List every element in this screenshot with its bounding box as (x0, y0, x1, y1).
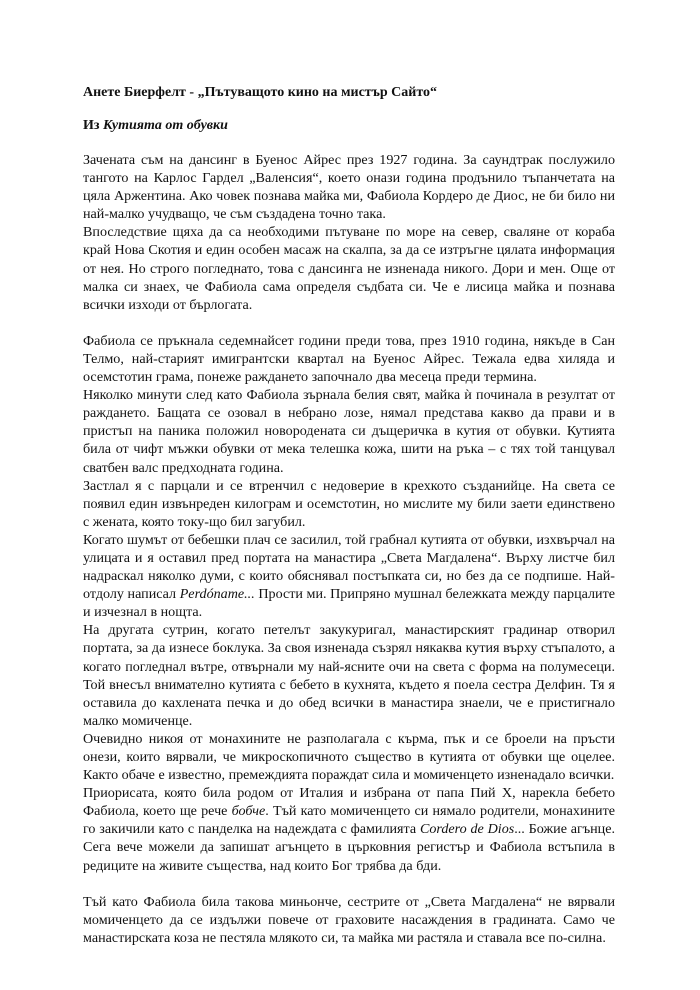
paragraph-p10 (83, 893, 615, 947)
paragraph-text: Зачената съм на дансинг в Буенос Айрес през 1927 година. За саундтрак послужило тангото на Карлос Гардел „Валенсия“, което онази година продънило тъпанчетата на цяла Аржентина. Ако човек познава майка ми, Фабиола Кордеро де Диос, не би било ни най-малко учудващо, че съм създадена точно така. (83, 152, 615, 223)
paragraph-text: Застлал я с парцали и се втренчил с недоверие в крехкото създанийце. На света се появил един извънреден килограм и осемстотин, но мислите му били заети единствено с жената, която току-що бил загубил. (83, 477, 615, 530)
body-text (83, 151, 615, 947)
document-title: Анете Биерфелт - „Пътуващото кино на мистър Сайто“ (83, 85, 438, 100)
paragraph-text: Тъй като Фабиола била такова миньонче, сестрите от „Света Магдалена“ не вярвали момиченцето да се издължи повече от граховите насаждения в градината. Само че манастирската коза не пестяла млякото си, та майка ми растяла и ставала все по-силна. (83, 893, 615, 946)
paragraph-p6 (83, 531, 615, 621)
paragraph-text: Когато шумът от бебешки плач се засилил, той грабнал кутията от обувки, изхвърчал на улицата и я оставил пред портата на манастира „Света Магдалена“. Върху листче бил надраскал няколко думи, с които обяснявал постъпката си, но без да се подпише. Най-отдолу написал (83, 531, 615, 603)
italic-text: Cordero de Dios (419, 821, 515, 838)
paragraph-text: . Тъй като момиченцето си нямало родители, монахините го закичили като с панделка на надеждата с фамилията (83, 803, 615, 838)
paragraph-p1 (83, 151, 615, 223)
paragraph-text: Прости ми. Припряно мушнал бележката между парцалите и изчезнал в нощта. (83, 586, 615, 621)
paragraph-p2 (83, 223, 615, 313)
paragraph-text: Впоследствие щяха да са необходими пътуване по море на север, сваляне от кораба край Нова Скотия и един особен масаж на скалпа, за да се изтръгне цялата информация от нея. Но строго погледнато, това с дансинга не изненада никого. Дори и мен. Още от малка си знаех, че Фабиола сама определя съдбата си. Че е лисица майка и познава всички изходи от бърлогата. (83, 224, 615, 313)
paragraph-text: На другата сутрин, когато петелът закукуригал, манастирският градинар отворил портата, за да изнесе боклука. За своя изненада съзрял някаква кутия върху стъпалото, а когато погледнал вътре, отвърнали му най-ясните очи на света с форма на полумесеци. Той внесъл внимателно кутията с бебето в кухнята, където я поела сестра Делфин. Тя я оставила до кахлената печка и до обед всички в манастира знаели, че е пристигнало малко момиченце. (83, 622, 615, 729)
paragraph-p8 (83, 730, 615, 784)
paragraph-p5 (83, 477, 615, 531)
paragraph-text: Няколко минути след като Фабиола зърнала белия свят, майка ѝ починала в резултат от раждането. Бащата се озовал в небрано лозе, нямал представа какво да прави и в пристъп на паника положил новородената си дъщеричка в кутия от обувки. Кутията била от чифт мъжки обувки от мека телешка кожа, шити на ръка – с тях той танцувал сватбен валс предходната година. (83, 387, 615, 476)
subtitle-book-title: Кутията от обувки (103, 118, 228, 133)
italic-text: Perdóname... (179, 586, 255, 603)
paragraph-p9 (83, 784, 615, 874)
paragraph-text: Приорисата, която била родом от Италия и избрана от папа Пий X, нарекла бебето Фабиола, което ще рече (83, 785, 615, 820)
subtitle-prefix: Из (83, 118, 100, 133)
paragraph-text: ... Божие агънце. Сега вече можели да запишат агънцето в църковния регистър и Фабиола встъпила в редиците на живите същества, над които Бог трябва да бди. (83, 821, 615, 874)
paragraph-p3 (83, 332, 615, 386)
paragraph-text: Очевидно никоя от монахините не разполагала с кърма, пък и се броели на пръсти онези, които вярвали, че микроскопичното същество в кутията от обувки ще оцелее. Както обаче е известно, премеждията пораждат сила и момиченцето изненадало всички. (83, 730, 615, 784)
paragraph-text: Фабиола се пръкнала седемнайсет години преди това, през 1910 година, някъде в Сан Телмо, най-старият имигрантски квартал на Буенос Айрес. Тежала едва хиляда и осемстотин грама, понеже раждането започнало два месеца преди термина. (83, 332, 615, 386)
paragraph-p4 (83, 386, 615, 476)
document-subtitle (83, 117, 623, 135)
paragraph-p7 (83, 621, 615, 730)
italic-text: бобче (231, 803, 266, 820)
